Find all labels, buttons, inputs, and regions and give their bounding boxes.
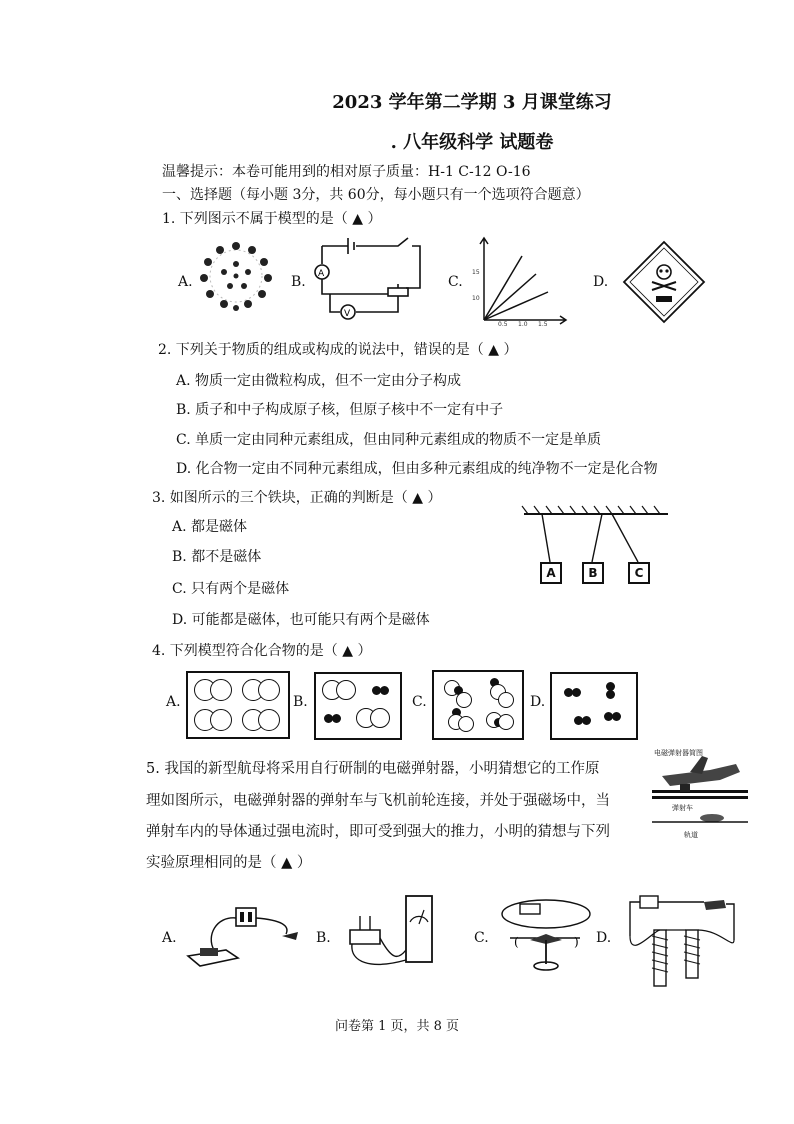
notice-text: 温馨提示：本卷可能用到的相对原子质量：H-1 C-12 O-16 (162, 164, 531, 180)
svg-text:): ) (574, 935, 579, 949)
q3-option-b: B. 都不是磁体 (172, 549, 262, 565)
q1-option-a-label: A. (178, 274, 193, 290)
q4-model-b (314, 672, 402, 740)
svg-text:1.5: 1.5 (538, 321, 548, 328)
virus-model-figure (196, 240, 276, 312)
question-5-line-3: 弹射车内的导体通过强电流时，即可受到强大的推力，小明的猜想与下列 (146, 824, 610, 840)
svg-text:V: V (344, 309, 351, 319)
q2-option-c: C. 单质一定由同种元素组成，但由同种元素组成的物质不一定是单质 (176, 432, 602, 448)
q1-option-d-label: D. (593, 274, 609, 290)
question-5-line-1: 5. 我国的新型航母将采用自行研制的电磁弹射器，小明猜想它的工作原 (146, 761, 600, 777)
catapult-car-label: 弹射车 (672, 804, 693, 812)
q4-option-a-label: A. (166, 694, 181, 710)
svg-text:1.0: 1.0 (518, 321, 528, 328)
iron-block-c: C (628, 562, 650, 584)
question-1-stem: 1. 下列图示不属于模型的是（ ▲ ） (162, 211, 382, 227)
electromagnetic-catapult-figure (650, 746, 750, 846)
q3-option-c: C. 只有两个是磁体 (172, 581, 290, 597)
page-footer: 问卷第 1 页，共 8 页 (334, 1019, 460, 1034)
iron-block-b: B (582, 562, 604, 584)
q2-option-b: B. 质子和中子构成原子核，但原子核中不一定有中子 (176, 402, 504, 418)
q4-model-a (186, 671, 290, 739)
question-5-line-4: 实验原理相同的是（ ▲ ） (146, 855, 312, 871)
question-3-stem: 3. 如图所示的三个铁块，正确的判断是（ ▲ ） (152, 490, 442, 506)
q2-option-a: A. 物质一定由微粒构成，但不一定由分子构成 (176, 373, 462, 389)
question-4-stem: 4. 下列模型符合化合物的是（ ▲ ） (152, 643, 372, 659)
toxic-warning-sign-figure (622, 240, 706, 324)
exam-title: 2023 学年第二学期 3 月课堂练习 (332, 92, 612, 113)
q1-option-c-label: C. (448, 274, 463, 290)
q1-option-b-label: B. (291, 274, 306, 290)
exam-subtitle: . 八年级科学 试题卷 (390, 132, 554, 153)
question-2-stem: 2. 下列关于物质的组成或构成的说法中，错误的是（ ▲ ） (158, 342, 518, 358)
experiment-d-figure (620, 890, 740, 990)
q5-option-a-label: A. (162, 930, 177, 946)
q3-option-a: A. 都是磁体 (172, 519, 248, 535)
q4-option-c-label: C. (412, 694, 427, 710)
svg-text:0.5: 0.5 (498, 321, 508, 328)
svg-text:15: 15 (472, 269, 480, 276)
q5-option-b-label: B. (316, 930, 331, 946)
q4-option-b-label: B. (293, 694, 308, 710)
catapult-figure-title: 电磁弹射器简图 (654, 749, 703, 757)
experiment-b-figure (340, 890, 460, 978)
line-graph-figure (470, 234, 570, 326)
svg-text:(: ( (514, 935, 519, 949)
experiment-a-figure (186, 896, 306, 976)
section-heading: 一、选择题（每小题 3分，共 60分，每小题只有一个选项符合题意） (162, 187, 590, 203)
q4-option-d-label: D. (530, 694, 546, 710)
svg-text:A: A (318, 269, 325, 279)
svg-text:10: 10 (472, 295, 480, 302)
iron-block-a: A (540, 562, 562, 584)
q4-model-d (550, 672, 638, 740)
q4-model-c (432, 670, 524, 740)
q5-option-d-label: D. (596, 930, 612, 946)
q3-option-d: D. 可能都是磁体，也可能只有两个是磁体 (172, 612, 430, 628)
q5-option-c-label: C. (474, 930, 489, 946)
circuit-diagram-figure (308, 234, 426, 324)
question-5-line-2: 理如图所示，电磁弹射器的弹射车与飞机前轮连接，并处于强磁场中，当 (146, 793, 610, 809)
track-label: 轨道 (684, 831, 698, 839)
q2-option-d: D. 化合物一定由不同种元素组成，但由多种元素组成的纯净物不一定是化合物 (176, 461, 658, 477)
experiment-c-figure (496, 896, 596, 978)
